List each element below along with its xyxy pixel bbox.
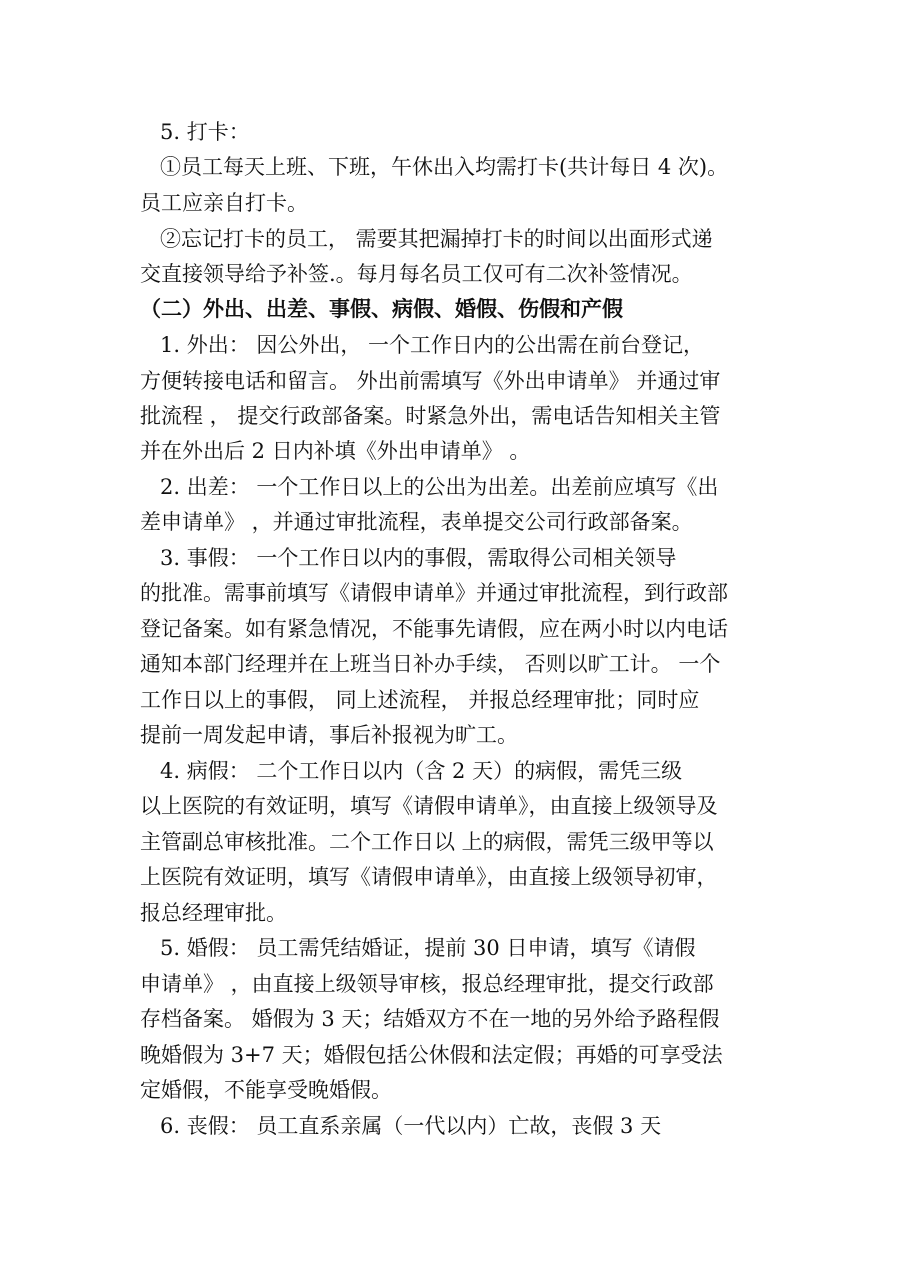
text-line: 工作日以上的事假， 同上述流程， 并报总经理审批；同时应 <box>140 688 700 712</box>
text-line: 晚婚假为 3+7 天；婚假包括公休假和法定假；再婚的可享受法 <box>140 1043 723 1067</box>
text-line: 1. 外出： 因公外出， 一个工作日内的公出需在前台登记， <box>160 333 705 357</box>
text-line: 4. 病假： 二个工作日以内（含 2 天）的病假，需凭三级 <box>160 759 683 783</box>
text-line: 上医院有效证明，填写《请假申请单》，由直接上级领导初审， <box>140 865 718 889</box>
text-line: 以上医院的有效证明，填写《请假申请单》，由直接上级领导及 <box>140 794 718 818</box>
text-line: 3. 事假： 一个工作日以内的事假，需取得公司相关领导 <box>160 546 677 570</box>
text-line: 的批准。需事前填写《请假申请单》并通过审批流程，到行政部 <box>140 581 728 605</box>
text-line: 差申请单》 ，并通过审批流程，表单提交公司行政部备案。 <box>140 510 693 534</box>
section-heading: （二）外出、出差、事假、病假、婚假、伤假和产假 <box>140 296 623 321</box>
text-line: 通知本部门经理并在上班当日补办手续， 否则以旷工计。 一个 <box>140 652 721 676</box>
text-line: 申请单》 ，由直接上级领导审核，报总经理审批，提交行政部 <box>140 972 714 996</box>
text-line: 员工应亲自打卡。 <box>140 191 308 215</box>
text-line: ②忘记打卡的员工， 需要其把漏掉打卡的时间以出面形式递 <box>160 227 713 251</box>
text-line: 登记备案。如有紧急情况，不能事先请假，应在两小时以内电话 <box>140 617 728 641</box>
text-line: 方便转接电话和留言。 外出前需填写《外出申请单》 并通过审 <box>140 369 721 393</box>
text-line: ①员工每天上班、下班，午休出入均需打卡(共计每日 4 次)。 <box>160 155 729 179</box>
text-line: 5. 婚假： 员工需凭结婚证，提前 30 日申请，填写《请假 <box>160 936 696 960</box>
text-line: 批流程 ， 提交行政部备案。时紧急外出，需电话告知相关主管 <box>140 404 721 428</box>
text-line: 2. 出差： 一个工作日以上的公出为出差。出差前应填写《出 <box>160 475 719 499</box>
text-line: 存档备案。 婚假为 3 天；结婚双方不在一地的另外给予路程假 <box>140 1007 720 1031</box>
text-line: 主管副总审核批准。二个工作日以 上的病假，需凭三级甲等以 <box>140 830 714 854</box>
text-line: 定婚假，不能享受晚婚假。 <box>140 1078 392 1102</box>
text-line: 交直接领导给予补签.。每月每名员工仅可有二次补签情况。 <box>140 262 693 286</box>
text-line: 5. 打卡： <box>160 120 250 144</box>
text-line: 6. 丧假： 员工直系亲属（一代以内）亡故，丧假 3 天 <box>160 1114 662 1138</box>
text-line: 提前一周发起申请，事后补报视为旷工。 <box>140 723 518 747</box>
text-line: 并在外出后 2 日内补填《外出申请单》 。 <box>140 439 531 463</box>
text-line: 报总经理审批。 <box>140 901 287 925</box>
